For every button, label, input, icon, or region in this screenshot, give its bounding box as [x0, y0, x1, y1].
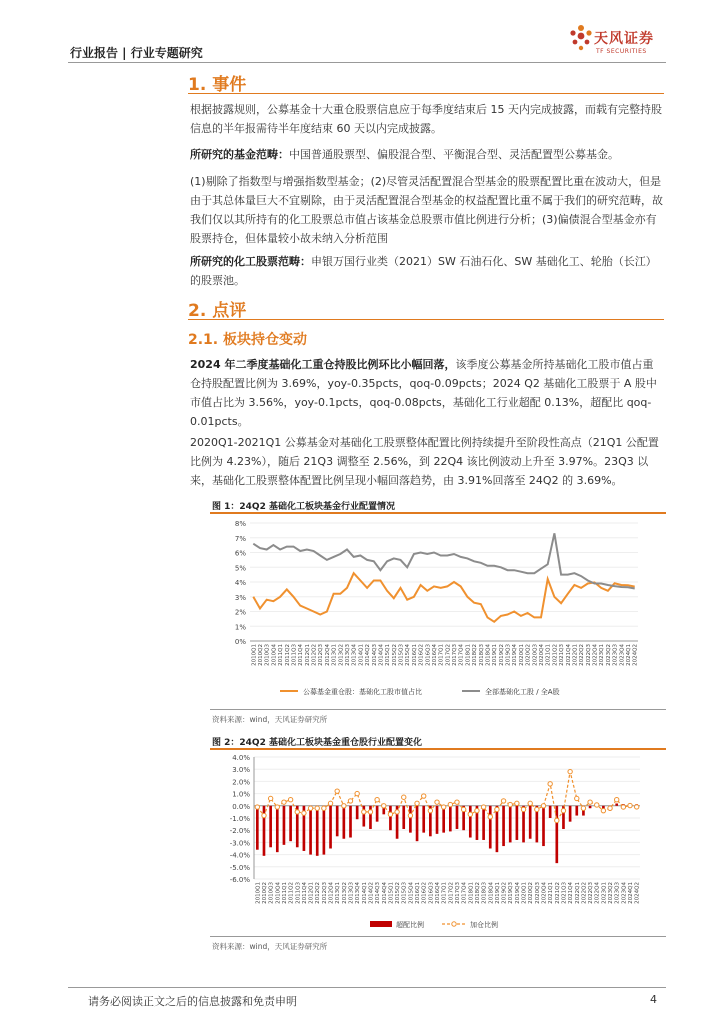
- x-tick-label: 2015Q2: [395, 882, 402, 904]
- x-tick-label: 2022Q1: [574, 882, 581, 904]
- x-tick-label: 2019Q1: [492, 644, 499, 666]
- add-position-point: [322, 806, 326, 810]
- x-tick-label: 2011Q3: [291, 644, 298, 666]
- overweight-bar: [309, 806, 312, 855]
- x-tick-label: 2011Q1: [281, 882, 288, 904]
- x-tick-label: 2018Q1: [465, 644, 472, 666]
- x-tick-label: 2010Q1: [255, 882, 262, 904]
- x-tick-label: 2016Q1: [415, 882, 422, 904]
- y-tick-label: 2%: [234, 608, 246, 617]
- overweight-bar: [489, 806, 492, 849]
- x-tick-label: 2019Q3: [508, 882, 515, 904]
- overweight-bar: [469, 806, 472, 838]
- add-position-point: [428, 808, 432, 812]
- x-tick-label: 2012Q3: [321, 882, 328, 904]
- x-tick-label: 2023Q4: [619, 644, 626, 666]
- x-tick-label: 2020Q4: [539, 644, 545, 666]
- scope-text: 中国普通股票型、偏股混合型、平衡混合型、灵活配置型公募基金。: [289, 148, 619, 161]
- x-tick-label: 2011Q4: [301, 882, 308, 904]
- section-1-paragraph-1: 根据披露规则，公募基金十大重仓股票信息应于每季度结束后 15 天内完成披露，而载有完整持股信息的半年报需待半年度结束 60 天以内完成披露。: [190, 103, 662, 135]
- x-tick-label: 2014Q1: [358, 644, 365, 666]
- x-tick-label: 2020Q3: [532, 644, 539, 666]
- x-tick-label: 2019Q2: [498, 644, 505, 666]
- overweight-bar: [276, 806, 279, 852]
- overweight-bar: [509, 806, 512, 843]
- add-position-point: [634, 805, 638, 809]
- x-tick-label: 2016Q2: [418, 644, 425, 666]
- x-tick-label: 2014Q4: [378, 644, 385, 666]
- add-position-point: [302, 811, 306, 815]
- x-tick-label: 2020Q4: [541, 882, 548, 904]
- x-tick-label: 2017Q4: [458, 644, 465, 666]
- add-position-point: [495, 807, 499, 811]
- x-tick-label: 2013Q2: [338, 644, 345, 666]
- x-tick-label: 2019Q2: [501, 882, 508, 904]
- add-position-point: [521, 807, 525, 811]
- x-tick-label: 2021Q1: [545, 644, 552, 666]
- add-position-line: [257, 772, 636, 821]
- legend-label: 加仓比例: [470, 921, 498, 929]
- add-position-point: [342, 804, 346, 808]
- y-tick-label: 1.0%: [232, 790, 250, 799]
- header-divider: [68, 62, 666, 63]
- add-position-point: [455, 800, 459, 804]
- section-1-title: 1. 事件: [188, 75, 247, 95]
- overweight-bar: [496, 806, 499, 852]
- y-tick-label: 0%: [234, 638, 246, 646]
- stock-label: 所研究的化工股票范畴：: [190, 255, 311, 268]
- add-position-point: [328, 801, 332, 805]
- x-tick-label: 2022Q4: [592, 644, 599, 666]
- paragraph-lead: 2024 年二季度基础化工重仓持股比例环比小幅回落，: [190, 358, 456, 371]
- add-position-point: [628, 803, 632, 807]
- x-tick-label: 2013Q4: [355, 882, 362, 904]
- x-tick-label: 2015Q4: [405, 644, 412, 666]
- x-tick-label: 2011Q2: [284, 644, 291, 666]
- overweight-bar: [442, 806, 445, 833]
- x-tick-label: 2012Q4: [328, 882, 335, 904]
- add-position-point: [315, 806, 319, 810]
- add-position-point: [535, 807, 539, 811]
- y-tick-label: -2.0%: [229, 827, 250, 836]
- footer-divider: [68, 987, 666, 988]
- x-tick-label: 2024Q2: [632, 644, 639, 666]
- figure-2-source: 资料来源：wind，天风证券研究所: [212, 942, 328, 951]
- logo-flower-icon: [566, 22, 596, 56]
- add-position-point: [555, 818, 559, 822]
- add-position-point: [375, 798, 379, 802]
- section-1-paragraph-3: (1)剔除了指数型与增强指数型基金；(2)尽管灵活配置混合型基金的股票配置比重在波动大，但是由于其总体量巨大不宜剔除，由于灵活配置混合型基金的权益配置比重不属于我们的研究范畴，故我们仅以其所持有的化工股票总市值占该基金总股票市值比例进行分析；(3)偏债混合型基金亦有股票持仓，但体量较小故未纳入分析范围: [190, 175, 663, 245]
- x-tick-label: 2015Q4: [408, 882, 415, 904]
- overweight-bar: [316, 806, 319, 856]
- overweight-bar: [456, 806, 459, 829]
- x-tick-label: 2018Q4: [485, 644, 492, 666]
- x-tick-label: 2014Q3: [375, 882, 382, 904]
- x-tick-label: 2012Q3: [318, 644, 325, 666]
- add-position-point: [581, 806, 585, 810]
- x-tick-label: 2023Q3: [614, 882, 621, 904]
- add-position-point: [621, 805, 625, 809]
- x-tick-label: 2021Q3: [559, 644, 566, 666]
- x-tick-label: 2023Q2: [608, 882, 615, 904]
- add-position-point: [388, 812, 392, 816]
- y-tick-label: 6%: [234, 549, 246, 558]
- y-tick-label: -4.0%: [229, 851, 250, 860]
- section-2-paragraph-2: 2020Q1-2021Q1 公募基金对基础化工股票整体配置比例持续提升至阶段性高点（21Q1 公配置比例为 4.23%），随后 21Q3 调整至 2.56%，到 22Q4 该比例波动上升至 3.97%。23Q3 以来，基础化工股票整体配置比例呈现小幅回落趋势，由 3.91%回落至 24Q2 的 3.69%。: [190, 436, 659, 487]
- x-tick-label: 2011Q4: [298, 644, 305, 666]
- overweight-bar: [389, 806, 392, 830]
- figure-1-title: 图 1：24Q2 基础化工板块基金行业配置情况: [212, 502, 395, 512]
- add-position-point: [355, 791, 359, 795]
- x-tick-label: 2013Q3: [345, 644, 351, 666]
- overweight-bar: [283, 806, 286, 845]
- add-position-point: [382, 804, 386, 808]
- add-position-point: [308, 806, 312, 810]
- x-tick-label: 2010Q1: [251, 644, 258, 666]
- x-tick-label: 2011Q1: [278, 644, 285, 666]
- disclaimer-note: 请务必阅读正文之后的信息披露和免责申明: [88, 995, 297, 1008]
- add-position-point: [488, 815, 492, 819]
- section-2-paragraph-1: [190, 355, 664, 431]
- y-tick-label: 8%: [234, 520, 246, 528]
- x-tick-label: 2012Q2: [311, 644, 318, 666]
- x-tick-label: 2015Q1: [388, 882, 395, 904]
- x-tick-label: 2019Q1: [494, 882, 501, 904]
- x-tick-label: 2019Q4: [514, 882, 521, 904]
- figure-2-title: 图 2：24Q2 基础化工板块基金重仓股行业配置变化: [212, 738, 422, 748]
- add-position-point: [402, 795, 406, 799]
- y-tick-label: 2.0%: [232, 778, 250, 787]
- add-position-point: [368, 810, 372, 814]
- x-tick-label: 2023Q1: [601, 882, 608, 904]
- x-tick-label: 2012Q2: [315, 882, 322, 904]
- y-tick-label: 4%: [234, 579, 246, 587]
- x-tick-label: 2015Q3: [401, 882, 408, 904]
- overweight-bar: [575, 806, 578, 816]
- x-tick-label: 2013Q3: [348, 882, 355, 904]
- section-2-title: 2. 点评: [188, 301, 247, 321]
- figure-1-bottom-rule: [210, 709, 666, 710]
- x-tick-label: 2020Q2: [525, 644, 532, 666]
- x-tick-label: 2020Q1: [521, 882, 528, 904]
- add-position-point: [282, 800, 286, 804]
- legend-label: 超配比例: [396, 921, 424, 929]
- overweight-bar: [349, 806, 352, 838]
- x-tick-label: 2014Q1: [361, 882, 368, 904]
- overweight-bar: [436, 806, 439, 834]
- x-tick-label: 2012Q1: [308, 882, 315, 904]
- add-position-point: [415, 801, 419, 805]
- add-position-point: [575, 796, 579, 800]
- x-tick-label: 2018Q4: [488, 882, 495, 904]
- add-position-point: [501, 799, 505, 803]
- x-tick-label: 2016Q2: [421, 882, 428, 904]
- x-tick-label: 2023Q4: [621, 882, 628, 904]
- x-tick-label: 2020Q3: [534, 882, 541, 904]
- overweight-bar: [549, 806, 552, 818]
- legend-swatch: [452, 922, 456, 926]
- x-tick-label: 2017Q1: [438, 644, 445, 666]
- overweight-bar: [409, 806, 412, 833]
- section-1-stock-scope: [190, 252, 664, 290]
- y-tick-label: -3.0%: [229, 839, 250, 848]
- add-position-point: [435, 800, 439, 804]
- x-tick-label: 2021Q1: [548, 882, 555, 904]
- section-1-divider: [188, 93, 664, 94]
- add-position-point: [335, 789, 339, 793]
- x-tick-label: 2019Q3: [505, 644, 512, 666]
- x-tick-label: 2010Q4: [275, 882, 282, 904]
- overweight-bar: [356, 806, 359, 819]
- x-tick-label: 2020Q2: [528, 882, 535, 904]
- x-tick-label: 2011Q2: [288, 882, 295, 904]
- x-tick-label: 2021Q4: [568, 882, 575, 904]
- x-tick-label: 2014Q3: [371, 644, 378, 666]
- y-tick-label: 7%: [234, 534, 246, 543]
- x-tick-label: 2015Q2: [391, 644, 398, 666]
- x-tick-label: 2023Q3: [612, 644, 619, 666]
- x-tick-label: 2024Q1: [628, 882, 635, 904]
- x-tick-label: 2024Q1: [625, 644, 632, 666]
- x-tick-label: 2022Q2: [581, 882, 588, 904]
- x-tick-label: 2018Q1: [468, 882, 475, 904]
- x-tick-label: 2018Q3: [478, 644, 485, 666]
- overweight-bar: [589, 806, 592, 808]
- add-position-point: [561, 808, 565, 812]
- scope-label: 所研究的基金范畴：: [190, 148, 289, 161]
- x-tick-label: 2017Q3: [452, 644, 459, 666]
- add-position-point: [275, 805, 279, 809]
- x-tick-label: 2012Q1: [304, 644, 311, 666]
- x-tick-label: 2023Q1: [599, 644, 606, 666]
- x-tick-label: 2013Q2: [341, 882, 348, 904]
- y-tick-label: 5%: [234, 564, 246, 573]
- add-position-point: [615, 798, 619, 802]
- x-tick-label: 2021Q4: [565, 644, 572, 666]
- add-position-point: [422, 794, 426, 798]
- add-position-point: [448, 802, 452, 806]
- x-tick-label: 2011Q3: [295, 882, 302, 904]
- figure-1-source: 资料来源：wind，天风证券研究所: [212, 715, 328, 724]
- overweight-bar: [502, 806, 505, 846]
- x-tick-label: 2024Q2: [634, 882, 641, 904]
- add-position-point: [608, 806, 612, 810]
- add-position-point: [255, 805, 259, 809]
- series-line: [253, 533, 634, 588]
- brand-logo: [566, 22, 676, 62]
- x-tick-label: 2010Q4: [271, 644, 278, 666]
- x-tick-label: 2013Q1: [331, 644, 338, 666]
- x-tick-label: 2017Q4: [461, 882, 468, 904]
- add-position-point: [515, 801, 519, 805]
- x-tick-label: 2022Q3: [585, 644, 592, 666]
- overweight-bar: [516, 806, 519, 840]
- overweight-bar: [422, 806, 425, 833]
- overweight-bar: [336, 806, 339, 837]
- figure-1-chart: [210, 515, 666, 705]
- legend-label: 全部基础化工股 / 全A股: [485, 688, 560, 696]
- section-1-scope: [190, 145, 664, 164]
- x-tick-label: 2016Q3: [428, 882, 435, 904]
- add-position-point: [362, 810, 366, 814]
- report-category: 行业报告 | 行业专题研究: [70, 46, 203, 60]
- y-tick-label: 0.0%: [232, 802, 250, 811]
- x-tick-label: 2021Q3: [561, 882, 568, 904]
- stock-text: 申银万国行业类（2021）SW 石油石化、SW 基础化工、轮胎（长江）的股票池。: [190, 255, 657, 287]
- y-tick-label: 3%: [234, 593, 246, 602]
- x-tick-label: 2015Q3: [398, 644, 405, 666]
- figure-2-chart: [210, 751, 666, 933]
- x-tick-label: 2014Q2: [365, 644, 372, 666]
- legend-label: 公募基金重仓股：基础化工股市值占比: [303, 688, 422, 696]
- x-tick-label: 2020Q1: [518, 644, 525, 666]
- figure-2-bottom-rule: [210, 936, 666, 937]
- overweight-bar: [402, 806, 405, 829]
- page-number: 4: [650, 993, 657, 1006]
- add-position-point: [268, 796, 272, 800]
- overweight-bar: [615, 803, 618, 805]
- x-tick-label: 2021Q2: [552, 644, 559, 666]
- x-tick-label: 2022Q3: [588, 882, 595, 904]
- add-position-point: [568, 769, 572, 773]
- add-position-point: [441, 805, 445, 809]
- subsection-2-1-title: 2.1. 板块持仓变动: [188, 332, 307, 348]
- overweight-bar: [343, 806, 346, 839]
- overweight-bar: [569, 806, 572, 822]
- add-position-point: [288, 798, 292, 802]
- overweight-bar: [289, 806, 292, 841]
- x-tick-label: 2019Q4: [512, 644, 519, 666]
- x-tick-label: 2022Q4: [594, 882, 601, 904]
- x-tick-label: 2016Q4: [431, 644, 438, 666]
- x-tick-label: 2012Q4: [324, 644, 331, 666]
- add-position-point: [475, 808, 479, 812]
- overweight-bar: [482, 806, 485, 840]
- x-tick-label: 2013Q4: [351, 644, 358, 666]
- y-tick-label: -1.0%: [229, 815, 250, 823]
- x-tick-label: 2018Q3: [481, 882, 488, 904]
- figure-1-top-rule: [210, 512, 666, 514]
- add-position-point: [528, 801, 532, 805]
- section-2-divider: [188, 319, 664, 320]
- overweight-bar: [555, 806, 558, 863]
- x-tick-label: 2017Q2: [448, 882, 455, 904]
- add-position-point: [395, 810, 399, 814]
- paragraph-body: 该季度公募基金所持基础化工股市值占重仓持股配置比例为 3.69%，yoy-0.35pcts，qoq-0.09pcts；2024 Q2 基础化工股票于 A 股中市值占比为 3.56%，yoy-0.1pcts，qoq-0.08pcts，基础化工行业超配 0.13%，超配比 qoq-0.01pcts。: [190, 358, 657, 428]
- add-position-point: [541, 804, 545, 808]
- overweight-bar: [323, 806, 326, 855]
- add-position-point: [548, 782, 552, 786]
- y-tick-label: 4.0%: [232, 754, 250, 762]
- y-tick-label: 1%: [234, 623, 246, 632]
- logo-subtext: TF SECURITIES: [596, 48, 647, 55]
- overweight-bar: [329, 806, 332, 849]
- x-tick-label: 2016Q1: [411, 644, 418, 666]
- x-tick-label: 2017Q3: [454, 882, 461, 904]
- logo-text: 天风证券: [594, 31, 654, 47]
- x-tick-label: 2016Q3: [425, 644, 432, 666]
- add-position-point: [348, 799, 352, 803]
- x-tick-label: 2017Q2: [445, 644, 452, 666]
- x-tick-label: 2018Q2: [472, 644, 479, 666]
- overweight-bar: [449, 806, 452, 832]
- y-tick-label: -6.0%: [229, 876, 250, 884]
- x-tick-label: 2022Q1: [572, 644, 579, 666]
- x-tick-label: 2010Q2: [261, 882, 268, 904]
- series-line: [253, 573, 634, 622]
- overweight-bar: [416, 806, 419, 841]
- add-position-point: [468, 812, 472, 816]
- x-tick-label: 2014Q2: [368, 882, 375, 904]
- x-tick-label: 2022Q2: [579, 644, 586, 666]
- overweight-bar: [256, 806, 259, 850]
- x-tick-label: 2015Q1: [385, 644, 392, 666]
- legend-swatch: [370, 921, 392, 927]
- add-position-point: [481, 805, 485, 809]
- add-position-point: [461, 807, 465, 811]
- x-tick-label: 2010Q2: [258, 644, 265, 666]
- add-position-point: [508, 802, 512, 806]
- overweight-bar: [542, 806, 545, 846]
- x-tick-label: 2021Q2: [554, 882, 561, 904]
- x-tick-label: 2010Q3: [264, 644, 271, 666]
- x-tick-label: 2016Q4: [435, 882, 442, 904]
- add-position-point: [295, 810, 299, 814]
- x-tick-label: 2010Q3: [268, 882, 275, 904]
- add-position-point: [408, 813, 412, 817]
- overweight-bar: [376, 806, 379, 822]
- x-tick-label: 2023Q2: [605, 644, 612, 666]
- x-tick-label: 2017Q1: [441, 882, 448, 904]
- overweight-bar: [529, 806, 532, 839]
- y-tick-label: 3.0%: [232, 766, 250, 775]
- add-position-point: [595, 803, 599, 807]
- y-tick-label: -5.0%: [229, 863, 250, 872]
- figure-2-top-rule: [210, 748, 666, 750]
- x-tick-label: 2013Q1: [335, 882, 342, 904]
- x-tick-label: 2018Q2: [474, 882, 481, 904]
- add-position-point: [262, 813, 266, 817]
- add-position-point: [601, 808, 605, 812]
- x-tick-label: 2014Q4: [381, 882, 388, 904]
- add-position-point: [588, 800, 592, 804]
- overweight-bar: [269, 806, 272, 847]
